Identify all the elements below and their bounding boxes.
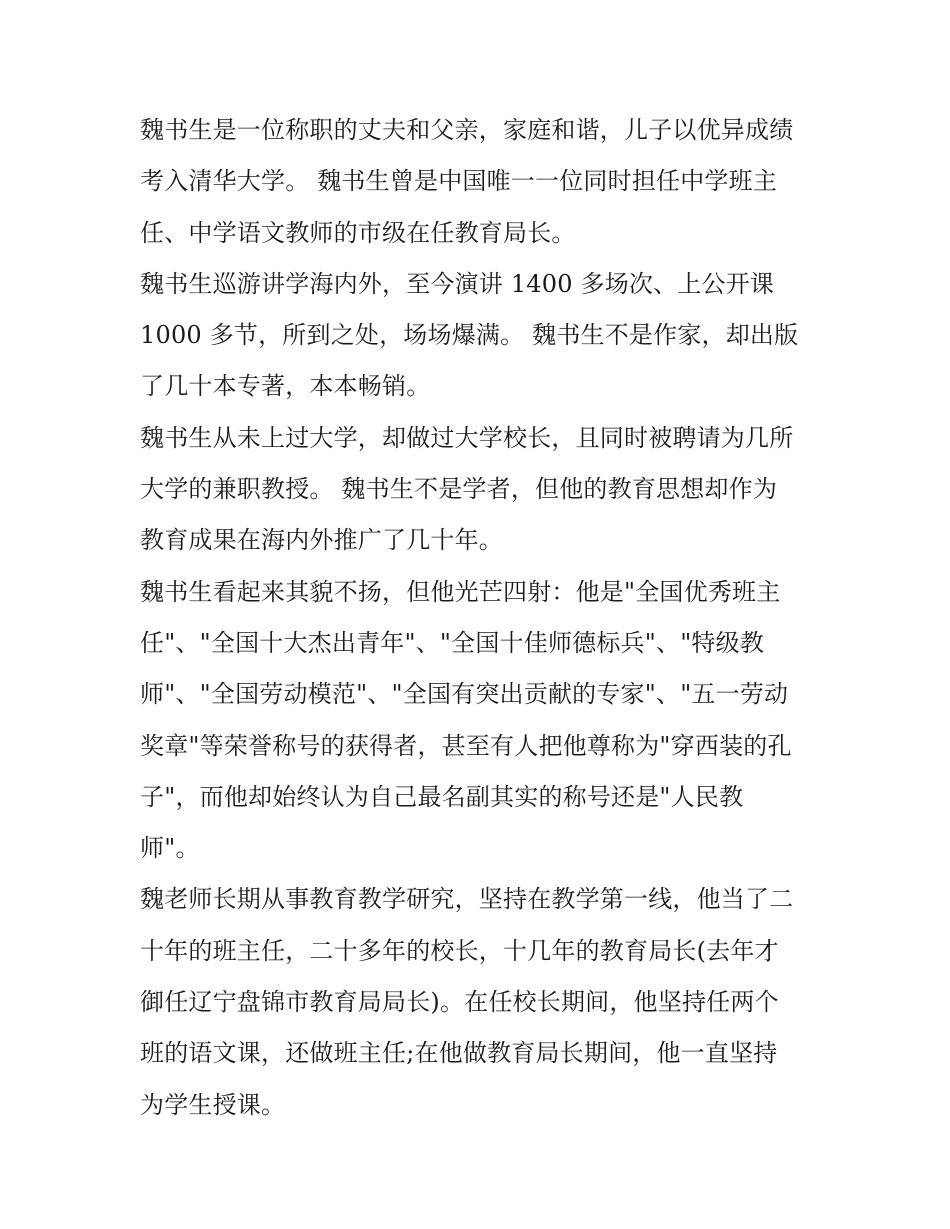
text-line: 魏老师长期从事教育教学研究，坚持在教学第一线，他当了二 bbox=[140, 885, 794, 914]
text-line: 1000 多节，所到之处，场场爆满。 魏书生不是作家，却出版 bbox=[140, 321, 799, 350]
text-line: 魏书生巡游讲学海内外，至今演讲 1400 多场次、上公开课 bbox=[140, 269, 775, 298]
document-body bbox=[140, 105, 820, 1131]
text-line: 魏书生从未上过大学，却做过大学校长，且同时被聘请为几所 bbox=[140, 423, 794, 452]
text-line: 魏书生是一位称职的丈夫和父亲，家庭和谐，儿子以优异成绩 bbox=[140, 116, 794, 144]
text-line: 为学生授课。 bbox=[140, 1090, 286, 1119]
text-line: 任"、"全国十大杰出青年"、"全国十佳师德标兵"、"特级教 bbox=[140, 628, 765, 657]
text-line: 教育成果在海内外推广了几十年。 bbox=[140, 526, 503, 555]
text-line: 了几十本专著，本本畅销。 bbox=[140, 372, 431, 401]
text-line: 奖章"等荣誉称号的获得者，甚至有人把他尊称为"穿西装的孔 bbox=[140, 731, 792, 760]
text-line: 师"。 bbox=[140, 834, 200, 863]
text-line: 御任辽宁盘锦市教育局局长)。在任校长期间，他坚持任两个 bbox=[140, 988, 779, 1017]
text-line: 任、中学语文教师的市级在任教育局长。 bbox=[140, 218, 576, 247]
text-line: 大学的兼职教授。 魏书生不是学者，但他的教育思想却作为 bbox=[140, 475, 778, 504]
text-line: 子"，而他却始终认为自己最名副其实的称号还是"人民教 bbox=[140, 782, 744, 811]
text-line: 考入清华大学。 魏书生曾是中国唯一一位同时担任中学班主 bbox=[140, 167, 778, 196]
text-line: 师"、"全国劳动模范"、"全国有突出贡献的专家"、"五一劳动 bbox=[140, 680, 789, 709]
text-line: 魏书生看起来其貌不扬，但他光芒四射：他是"全国优秀班主 bbox=[140, 577, 781, 606]
text-line: 班的语文课，还做班主任;在他做教育局长期间，他一直坚持 bbox=[140, 1039, 778, 1068]
text-line: 十年的班主任，二十多年的校长，十几年的教育局长(去年才 bbox=[140, 936, 779, 965]
